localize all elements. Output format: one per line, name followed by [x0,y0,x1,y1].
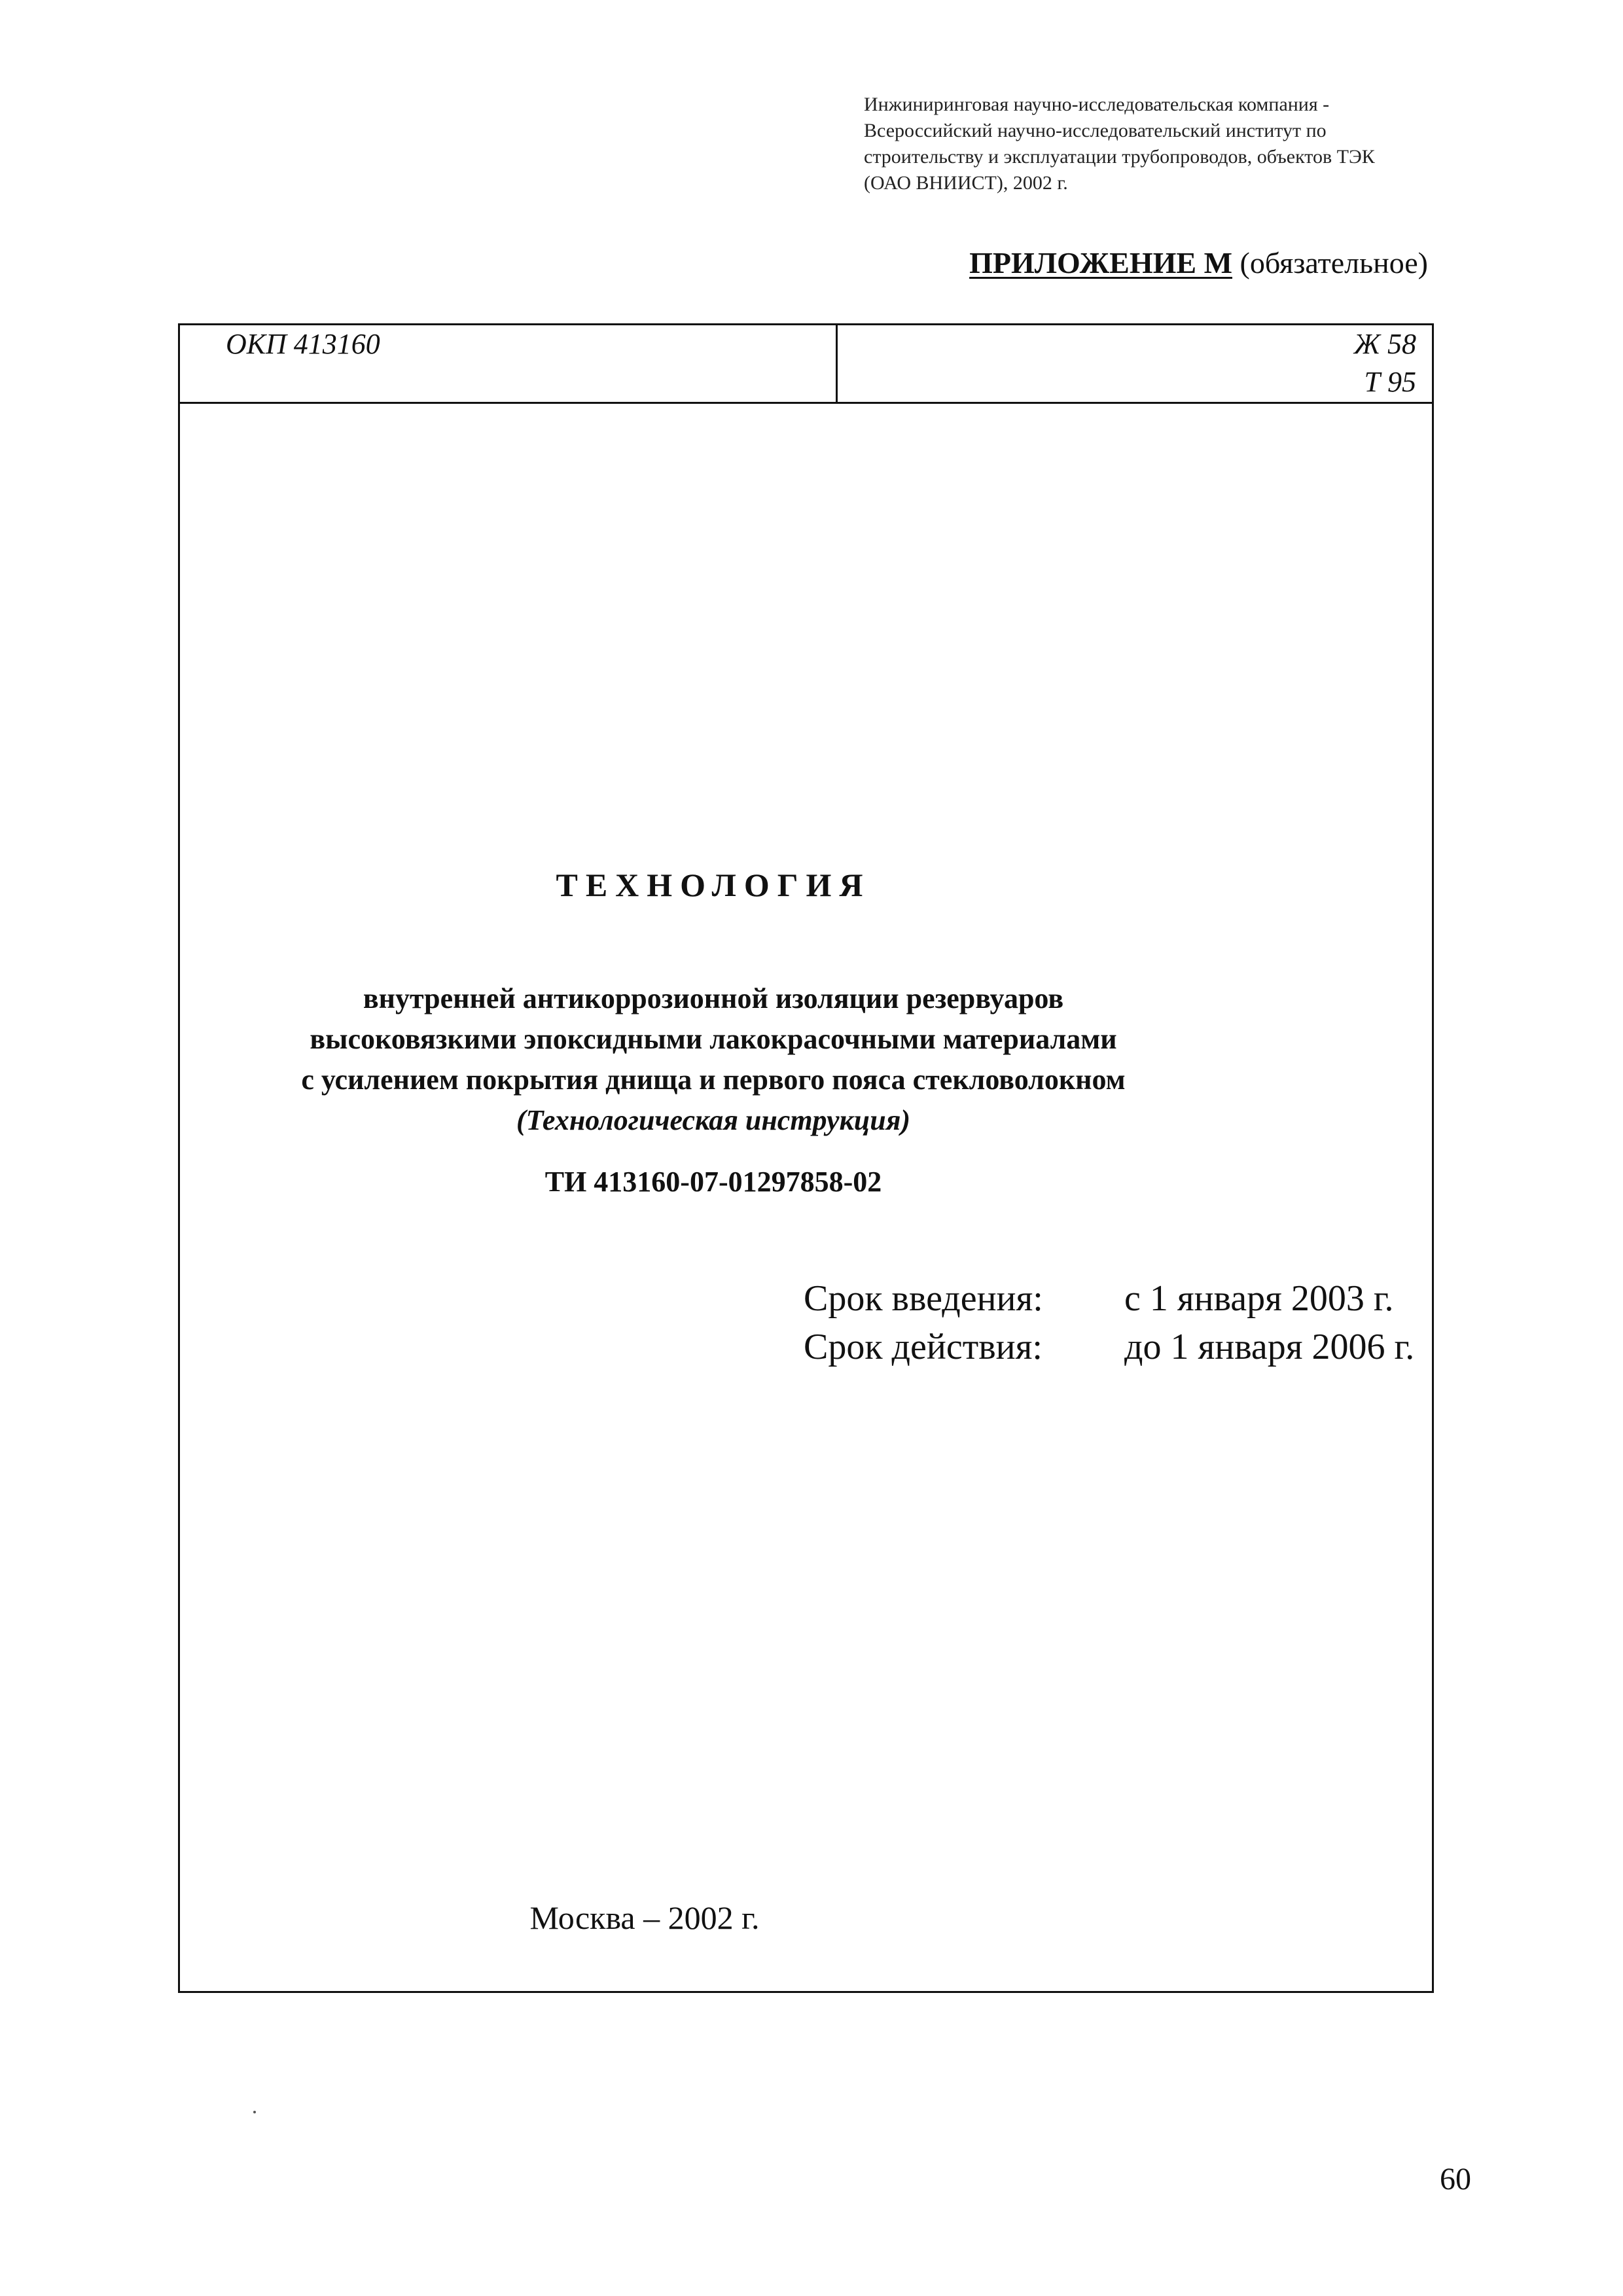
document-subtitle [180,978,1247,1141]
validity-block [804,1274,1414,1371]
validity-value: с 1 января 2003 г. [1124,1278,1394,1319]
validity-label: Срок действия: [804,1327,1043,1367]
subtitle-line: с усилением покрытия днища и первого пояса стекловолокном [301,1064,1126,1096]
subtitle-line: внутренней антикоррозионной изоляции резервуаров [363,982,1064,1014]
document-title: ТЕХНОЛОГИЯ [556,867,871,903]
scan-artifact [253,2111,256,2113]
organization-line: строительству и эксплуатации трубопроводов, объектов ТЭК [864,146,1375,168]
organization-line: Инжиниринговая научно-исследовательская компания - [864,94,1330,115]
title-page-frame [178,323,1434,1993]
organization-line: Всероссийский научно-исследовательский институт по [864,120,1327,141]
frame-divider [836,325,838,402]
instruction-type: (Технологическая инструкция) [516,1104,911,1136]
document-number: ТИ 413160-07-01297858-02 [544,1166,882,1198]
subtitle-line: высоковязкими эпоксидными лакокрасочными материалами [310,1023,1117,1055]
okp-code: ОКП 413160 [226,328,380,360]
validity-row-introduction [804,1274,1414,1323]
page-number: 60 [1440,2162,1471,2197]
classification-code: Т 95 [1364,366,1416,398]
appendix-label: ПРИЛОЖЕНИЕ М [969,246,1232,279]
organization-line: (ОАО ВНИИСТ), 2002 г. [864,172,1068,194]
validity-row-expiry [804,1323,1414,1371]
validity-value: до 1 января 2006 г. [1124,1327,1415,1367]
validity-label: Срок введения: [804,1278,1043,1319]
appendix-status: (обязательное) [1240,246,1428,279]
city-year: Москва – 2002 г. [529,1899,760,1936]
frame-header-row [180,325,1432,404]
appendix-heading [969,243,1428,283]
classification-code: Ж 58 [1353,328,1416,360]
classification-codes [1354,325,1416,401]
organization-header [864,92,1518,196]
